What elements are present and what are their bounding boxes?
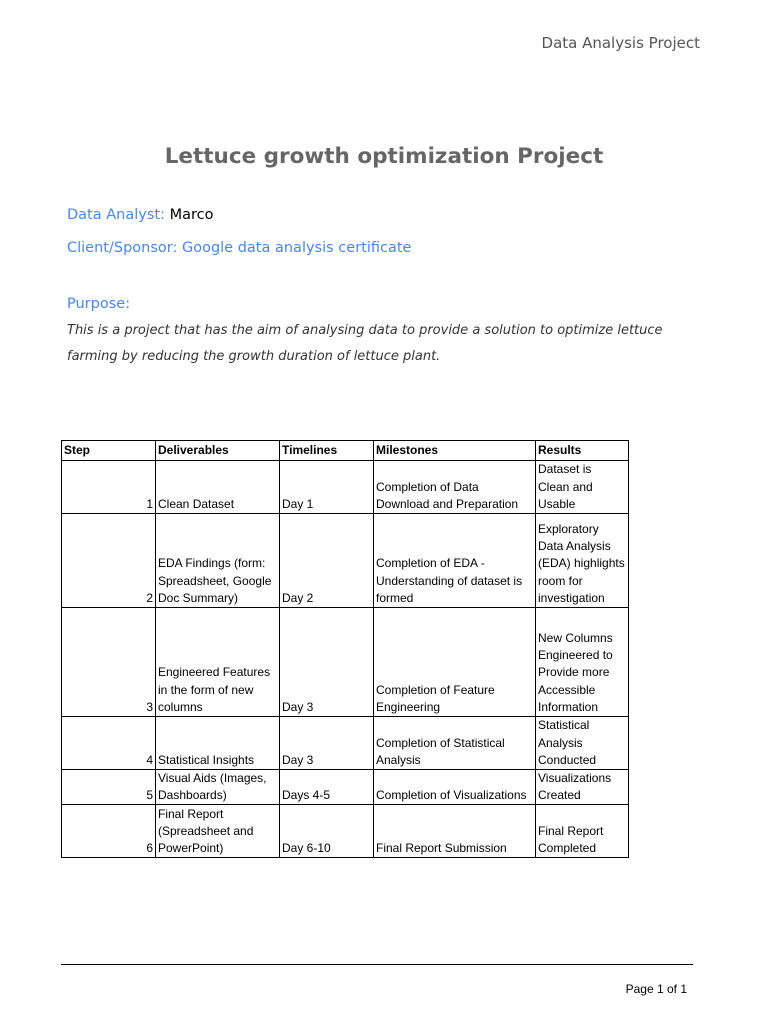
table-row (62, 608, 629, 717)
milestone-cell: Final Report Submission (374, 805, 536, 858)
result-cell: Visualizations Created (536, 770, 629, 805)
result-cell: New Columns Engineered to Provide more Accessible Information (536, 608, 629, 717)
footer-divider (61, 964, 693, 965)
milestone-cell: Completion of Statistical Analysis (374, 717, 536, 770)
deliverable-cell: Clean Dataset (156, 461, 280, 514)
timeline-cell: Day 6-10 (280, 805, 374, 858)
header-deliverables: Deliverables (156, 441, 280, 461)
project-plan-table (61, 440, 629, 858)
purpose-label: Purpose: (67, 296, 131, 312)
purpose-line (67, 296, 130, 312)
header-results: Results (536, 441, 629, 461)
result-cell: Dataset is Clean and Usable (536, 461, 629, 514)
step-cell: 4 (62, 717, 156, 770)
header-milestones: Milestones (374, 441, 536, 461)
purpose-text: This is a project that has the aim of analysing data to provide a solution to optimize lettuce farming by reducing the growth duration of lettuce plant. (67, 323, 663, 364)
step-cell: 5 (62, 770, 156, 805)
timeline-cell: Day 3 (280, 608, 374, 717)
analyst-value: Marco (169, 207, 214, 223)
step-cell: 6 (62, 805, 156, 858)
page-number: Page 1 of 1 (625, 982, 687, 996)
result-cell: Final Report Completed (536, 805, 629, 858)
step-cell: 1 (62, 461, 156, 514)
table-row (62, 461, 629, 514)
page-title: Lettuce growth optimization Project (164, 144, 604, 169)
deliverable-cell: Visual Aids (Images, Dashboards) (156, 770, 280, 805)
header-step: Step (62, 441, 156, 461)
deliverable-cell: EDA Findings (form: Spreadsheet, Google Doc Summary) (156, 514, 280, 608)
deliverable-cell: Engineered Features in the form of new columns (156, 608, 280, 717)
step-cell: 3 (62, 608, 156, 717)
table-row (62, 770, 629, 805)
step-cell: 2 (62, 514, 156, 608)
table-row (62, 805, 629, 858)
client-label: Client/Sponsor: (67, 240, 178, 256)
milestone-cell: Completion of Data Download and Preparation (374, 461, 536, 514)
timeline-cell: Days 4-5 (280, 770, 374, 805)
result-cell: Exploratory Data Analysis (EDA) highlights room for investigation (536, 514, 629, 608)
analyst-label: Data Analyst: (67, 207, 165, 223)
result-cell: Statistical Analysis Conducted (536, 717, 629, 770)
table-header-row (62, 441, 629, 461)
analyst-line (67, 207, 213, 223)
timeline-cell: Day 2 (280, 514, 374, 608)
deliverable-cell: Final Report (Spreadsheet and PowerPoint) (156, 805, 280, 858)
milestone-cell: Completion of EDA - Understanding of dataset is formed (374, 514, 536, 608)
milestone-cell: Completion of Visualizations (374, 770, 536, 805)
header-timelines: Timelines (280, 441, 374, 461)
timeline-cell: Day 3 (280, 717, 374, 770)
client-line (67, 240, 411, 256)
header-project-label: Data Analysis Project (541, 34, 700, 52)
table-row (62, 717, 629, 770)
timeline-cell: Day 1 (280, 461, 374, 514)
table-row (62, 514, 629, 608)
client-value: Google data analysis certificate (181, 240, 412, 256)
deliverable-cell: Statistical Insights (156, 717, 280, 770)
milestone-cell: Completion of Feature Engineering (374, 608, 536, 717)
